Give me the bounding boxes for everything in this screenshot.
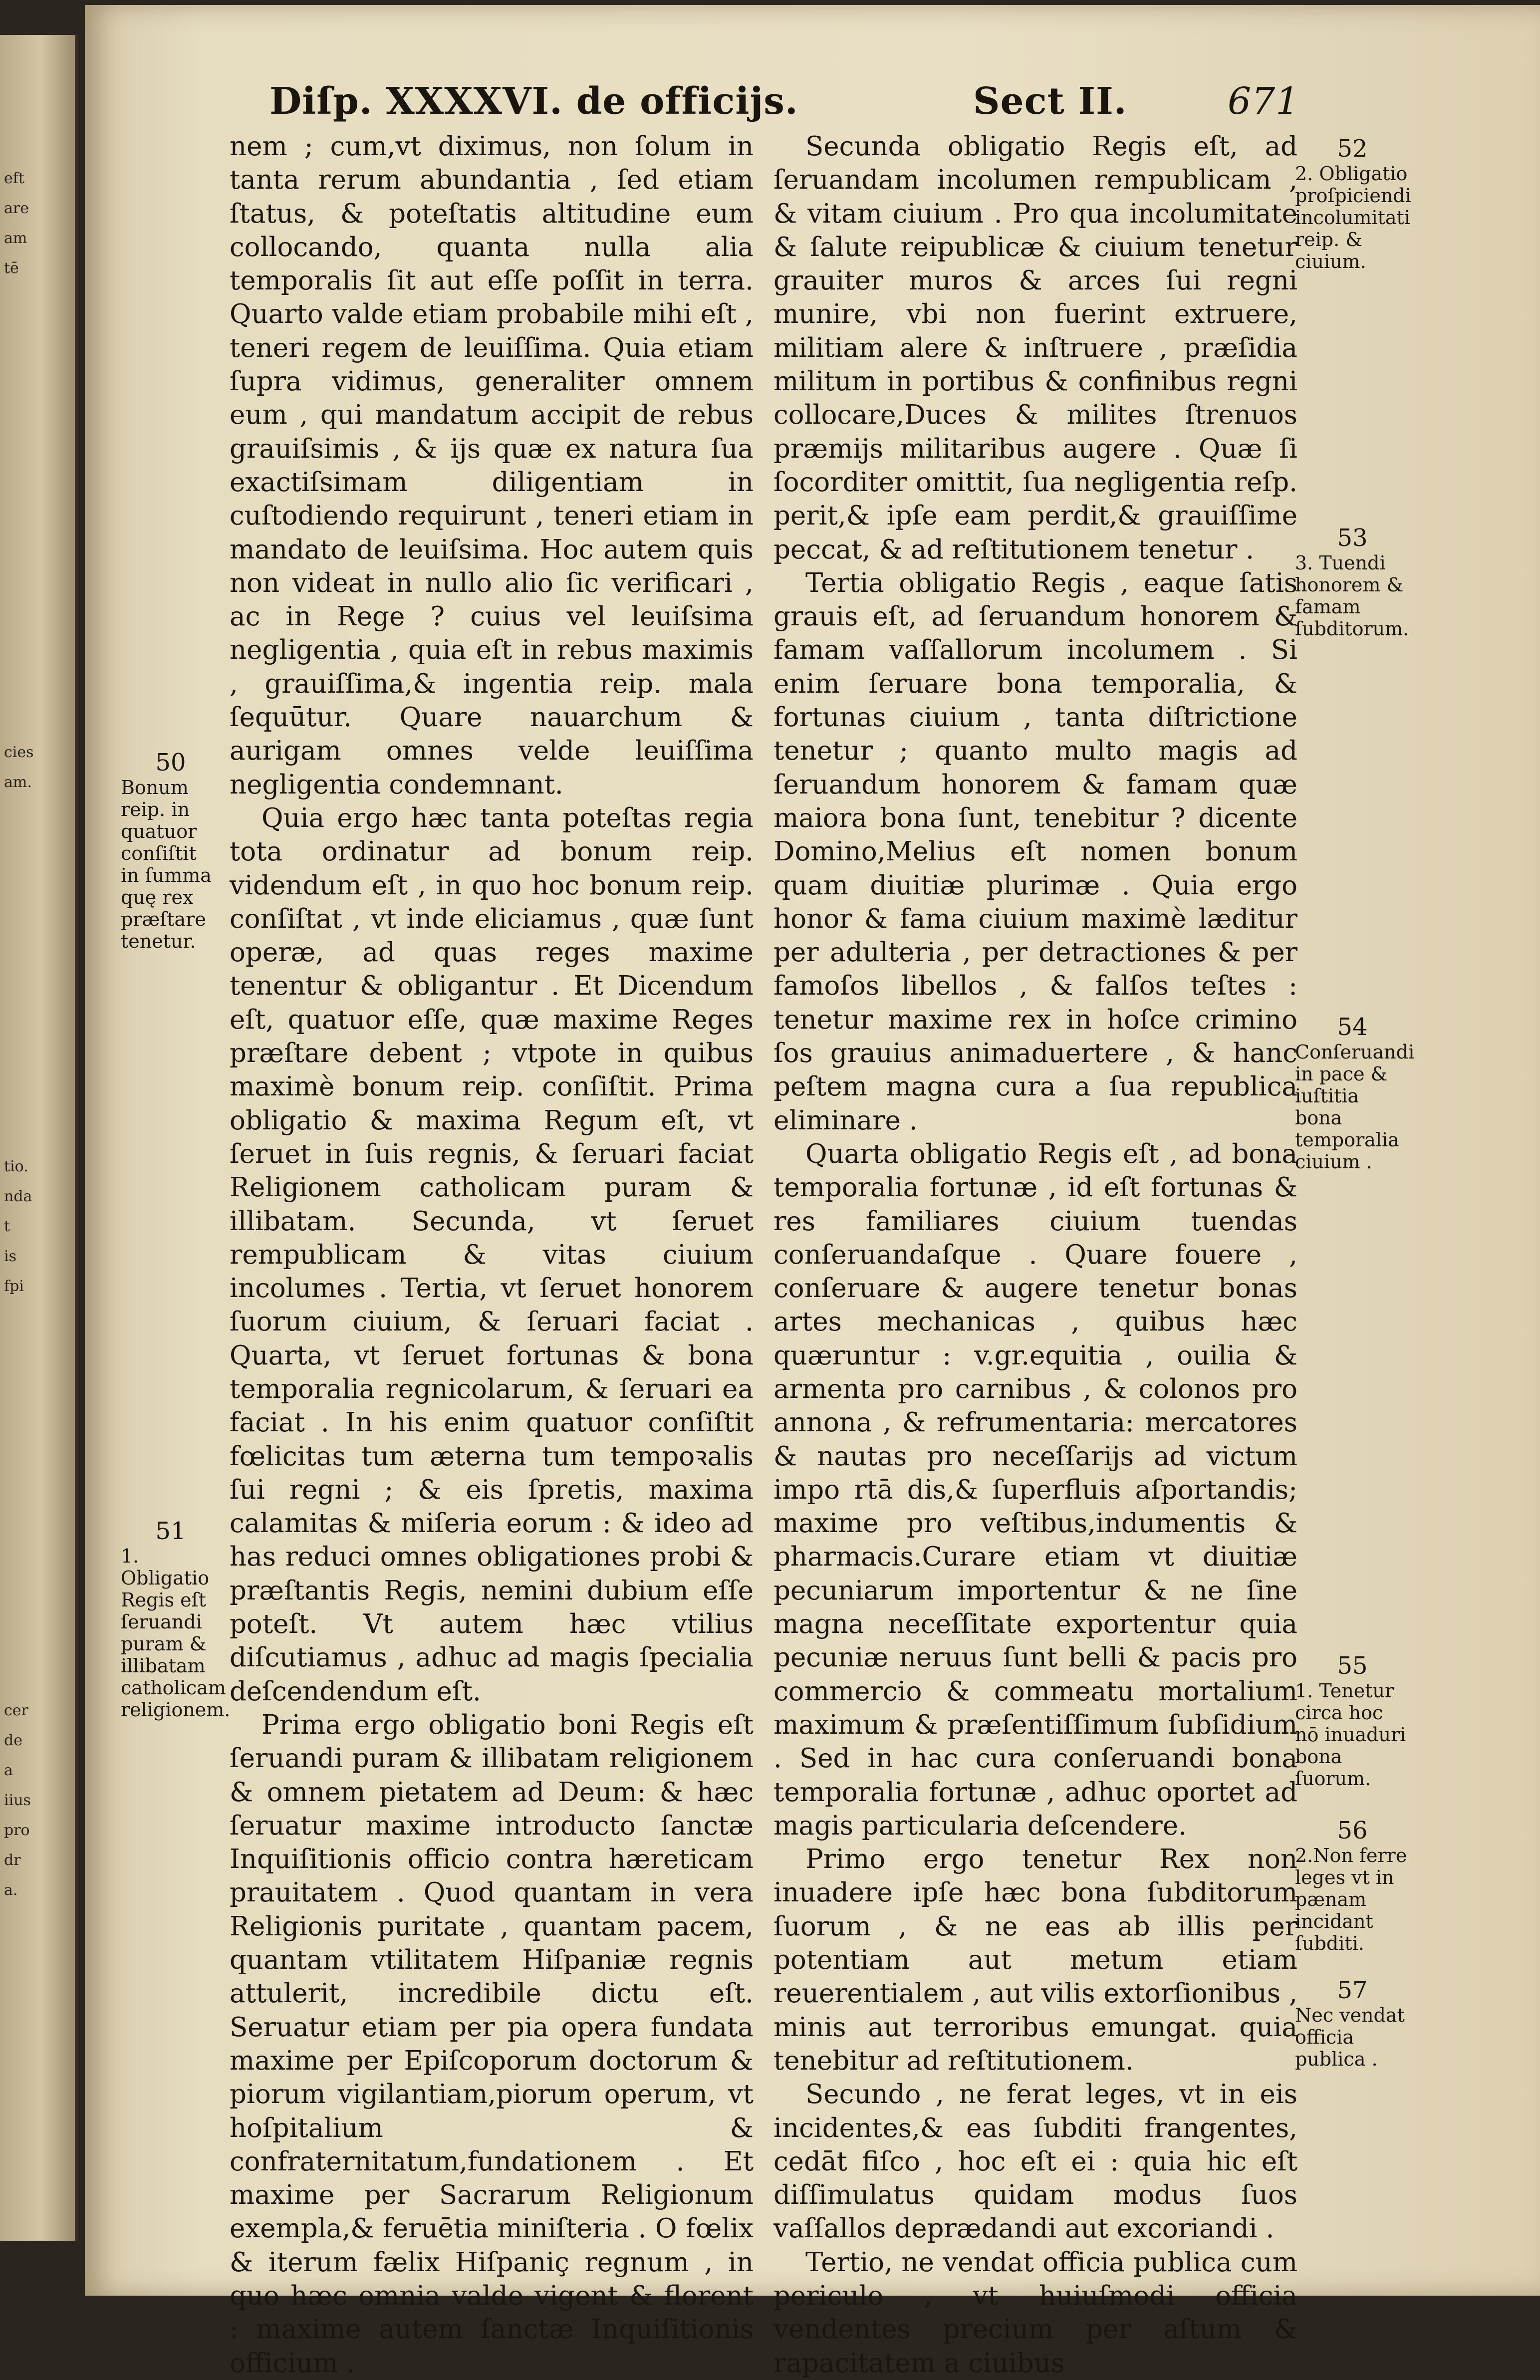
running-head-title: Diſp. XXXXVI. de officijs. (269, 80, 798, 123)
margin-note-number: 57 (1337, 1976, 1368, 2004)
prev-page-fragment: iius (4, 1792, 31, 1809)
prev-page-fragment: cies (4, 744, 34, 761)
paragraph: Tertia obligatio Regis , eaque ſatis grauis eſt, ad ſeruandum honorem & famam vaſſallorum incolumem . Si enim ſeruare bona temporalia, & fortunas ciuium , tanta diſtrictione tenetur ; quanto multo magis ad ſeruandum honorem & famam quæ maiora bona ſunt, tenebitur ? dicente Domino,Melius eſt nomen bonum quam diuitiæ plurimæ . Quia ergo honor & fama ciuium maximè læditur per adulteria , per detractiones & per famoſos libellos , & falſos teſtes : tenetur maxime rex in hoſce crimino ſos grauius animaduertere , & hanc peſtem magna cura a ſua republica eliminare . (773, 567, 1297, 1136)
margin-note-number: 56 (1337, 1817, 1368, 1845)
margin-note-text: 1. Tenetur circa hoc nō inuaduri bona ſuorum. (1295, 1680, 1406, 1790)
margin-note-text: Bonum reip. in quatuor conſiſtit in ſumma quę rex præſtare tenetur. (121, 777, 212, 952)
margin-note-text: 2. Obligatio proſpiciendi incolumitati reip. & ciuium. (1295, 163, 1411, 272)
paragraph: Primo ergo tenetur Rex non inuadere ipſe hæc bona ſubditorum ſuorum , & ne eas ab illis per potentiam aut metum etiam reuerentialem , aut vilis extorſionibus , minis aut terroribus emungat. quia tenebitur ad reſtitutionem. (773, 1844, 1297, 2076)
prev-page-fragment: am. (4, 774, 32, 791)
prev-page-fragment: is (4, 1248, 16, 1265)
paragraph: Quarta obligatio Regis eſt , ad bona temporalia fortunæ , id eſt fortunas & res familiares ciuium tuendas conſeruandaſque . Quare fouere , conſeruare & augere tenetur bonas artes mechanicas , quibus hæc quæruntur : v.gr.equitia , ouilia & armenta pro carnibus , & colonos pro annona , & refrumentaria: mercatores & nautas pro neceſſarijs ad victum impo rtā dis,& ſuperfluis aſportandis; maxime pro veſtibus,indumentis & pharmacis.Curare etiam vt diuitiæ pecuniarum importentur & ne ſine magna neceſſitate exportentur quia pecuniæ neruus ſunt belli & pacis pro commercio & commeatu mortalium maximum & præſentiſſimum ſubſidium . Sed in hac cura conſeruandi bona temporalia fortunæ , adhuc oportet ad magis particularia deſcendere. (773, 1138, 1297, 1841)
margin-note (1295, 135, 1410, 272)
previous-page-edge (0, 35, 78, 2241)
right-text-column (773, 130, 1297, 2380)
margin-note-number: 51 (155, 1517, 186, 1545)
paragraph: nem ; cum,vt diximus, non ſolum in tanta rerum abundantia , ſed etiam ſtatus, & poteſtatis altitudine eum collocando, quanta nulla alia temporalis ſit aut eſſe poſſit in terra. Quarto valde etiam probabile mihi eſt , teneri regem de leuiſſima. Quia etiam ſupra vidimus, generaliter omnem eum , qui mandatum accipit de rebus grauiſsimis , & ijs quæ ex natura ſua exactiſsimam diligentiam in cuſtodiendo requirunt , teneri etiam in mandato de leuiſsima. Hoc autem quis non videat in nullo alio ſic verificari , ac in Rege ? cuius vel leuiſsima negligentia , quia eſt in rebus maximis , grauiſſima,& ingentia reip. mala ſequūtur. Quare nauarchum & aurigam omnes velde leuiſſima negligentia condemnant. (230, 131, 754, 800)
prev-page-fragment: dr (4, 1851, 21, 1869)
margin-note-number: 55 (1337, 1652, 1368, 1680)
margin-note-text: 3. Tuendi honorem & famam ſubditorum. (1295, 552, 1409, 640)
paragraph: Secundo , ne ferat leges, vt in eis incidentes,& eas ſubditi frangentes, cedāt fiſco , hoc eſt ei : quia hic eſt diſſimulatus quidam modus ſuos vaſſallos deprædandi aut excoriandi . (773, 2079, 1297, 2244)
margin-note-text: 1. Obligatio Regis eſt ſeruandi puram & illibatam catholicam religionem. (121, 1545, 231, 1721)
prev-page-fragment: a (4, 1762, 13, 1779)
prev-page-fragment: eft (4, 170, 24, 187)
prev-page-fragment: nda (4, 1188, 32, 1205)
margin-note-number: 52 (1337, 135, 1368, 163)
paragraph: Tertio, ne vendat officia publica cum periculo , vt huiuſmodi officia vendentes precium per aſtum & rapacitatem a ciuibus (773, 2247, 1297, 2379)
running-head-section: Sect II. (973, 80, 1127, 123)
margin-note (121, 749, 221, 952)
margin-note (1295, 1976, 1410, 2070)
book-page (85, 5, 1540, 2379)
prev-page-fragment: am (4, 230, 27, 247)
margin-note (1295, 1817, 1410, 1954)
prev-page-fragment: tē (4, 260, 19, 277)
prev-page-fragment: cer (4, 1702, 28, 1719)
margin-note-number: 53 (1337, 524, 1368, 552)
margin-note (1295, 1013, 1415, 1173)
margin-note-text: 2.Non ferre leges vt in pænam incidant ſubditi. (1295, 1845, 1407, 1954)
prev-page-fragment: a. (4, 1881, 18, 1899)
prev-page-fragment: pro (4, 1822, 30, 1839)
margin-note-number: 54 (1337, 1013, 1368, 1041)
page-number: 671 (1228, 80, 1300, 123)
margin-note (1295, 1652, 1410, 1790)
prev-page-fragment: t (4, 1218, 10, 1235)
paragraph: Quia ergo hæc tanta poteſtas regia tota ordinatur ad bonum reip. videndum eſt , in quo hoc bonum reip. conſiſtat , vt inde eliciamus , quæ ſunt operæ, ad quas reges maxime tenentur & obligantur . Et Dicendum eſt, quatuor eſſe, quæ maxime Reges præſtare debent ; vtpote in quibus maximè bonum reip. conſiſtit. Prima obligatio & maxima Regum eſt, vt ſeruet in ſuis regnis, & ſeruari faciat Religionem catholicam puram & illibatam. Secunda, vt ſeruet rempublicam & vitas ciuium incolumes . Tertia, vt ſeruet honorem ſuorum ciuium, & ſeruari faciat . Quarta, vt ſeruet fortunas & bona temporalia regnicolarum, & ſeruari ea faciat . In his enim quatuor conſiſtit fœlicitas tum æterna tum tempoꝛalis ſui regni ; & eis ſpretis, maxima calamitas & miſeria eorum : & ideo ad has reduci omnes obligationes probi & præſtantis Regis, nemini dubium eſſe poteſt. Vt autem hæc vtilius diſcutiamus , adhuc ad magis ſpecialia deſcendendum eſt. (230, 802, 754, 1707)
margin-note-text: Nec vendat officia publica . (1295, 2004, 1405, 2070)
prev-page-fragment: tio. (4, 1158, 28, 1175)
margin-note-text: Conſeruandi in pace & iuſtitia bona temporalia ciuium . (1295, 1041, 1415, 1173)
margin-note-number: 50 (155, 749, 186, 777)
margin-note (121, 1517, 231, 1721)
left-text-column (230, 130, 754, 2380)
margin-note (1295, 524, 1410, 640)
prev-page-fragment: de (4, 1732, 22, 1749)
paragraph: Secunda obligatio Regis eſt, ad ſeruandam incolumen rempublicam , & vitam ciuium . Pro qua incolumitate & ſalute reipublicæ & ciuium tenetur grauiter muros & arces ſui regni munire, vbi non fuerint extruere, militiam alere & inſtruere , præſidia militum in portibus & confinibus regni collocare,Duces & milites ſtrenuos præmijs militaribus augere . Quæ ſi ſocorditer omittit, ſua negligentia reſp. perit,& ipſe eam perdit,& grauiſſime peccat, & ad reſtitutionem tenetur . (773, 131, 1297, 565)
prev-page-fragment: are (4, 200, 29, 217)
paragraph: Prima ergo obligatio boni Regis eſt ſeruandi puram & illibatam religionem & omnem pietatem ad Deum: & hæc ſeruatur maxime introducto ſanctæ Inquiſitionis officio contra hæreticam prauitatem . Quod quantam in vera Religionis puritate , quantam pacem, quantam vtilitatem Hiſpaniæ regnis attulerit, incredibile dictu eſt. Seruatur etiam per pia opera fundata maxime per Epiſcoporum doctorum & piorum vigilantiam,piorum operum, vt hoſpitalium & confraternitatum,fundationem . Et maxime per Sacrarum Religionum exempla,& feruētia miniſteria . O fœlix & iterum fælix Hiſpaniç regnum , in quo hæc omnia valde vigent & florent : maxime autem ſanctæ Inquiſitionis officium . (230, 1709, 754, 2379)
prev-page-fragment: fpi (4, 1278, 24, 1295)
